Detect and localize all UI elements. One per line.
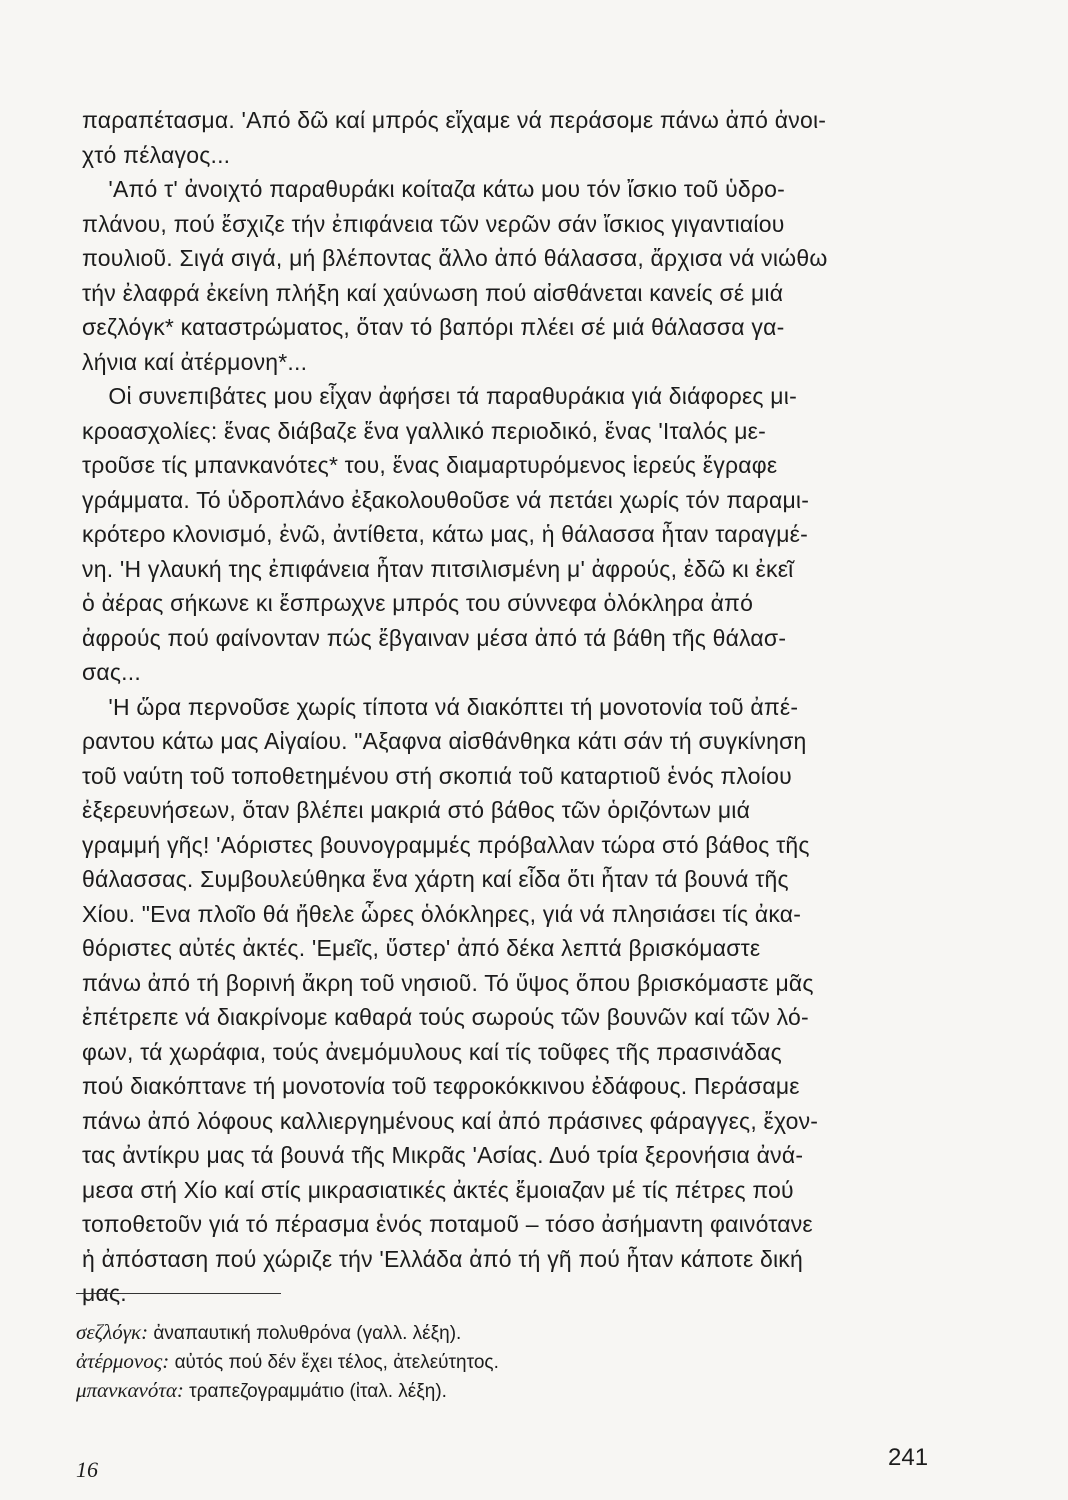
text-line: τροῦσε τίς μπανκανότες* του, ἕνας διαμαρτυρόμενος ἱερεύς ἔγραφε — [82, 452, 778, 478]
text-line: τήν ἐλαφρά ἐκείνη πλήξη καί χαύνωση πού αἰσθάνεται κανείς σέ μιά — [82, 279, 784, 306]
text-line: μεσα στή Χίο καί στίς μικρασιατικές ἀκτές ἔμοιαζαν μέ τίς πέτρες πού — [82, 1176, 794, 1203]
text-line: χτό πέλαγος... — [82, 141, 231, 168]
text-line: σεζλόγκ* καταστρώματος, ὅταν τό βαπόρι πλέει σέ μιά θάλασσα γα- — [82, 314, 785, 340]
text-line: πουλιοῦ. Σιγά σιγά, μή βλέποντας ἄλλο ἀπό θάλασσα, ἄρχισα νά νιώθω — [82, 245, 828, 271]
footnote-term: ἀτέρμονος: — [76, 1349, 170, 1373]
text-line: πλάνου, πού ἔσχιζε τήν ἐπιφάνεια τῶν νερῶν σάν ἴσκιος γιγαντιαίου — [82, 210, 785, 237]
text-line: παραπέτασμα. 'Από δῶ καί μπρός εἴχαμε νά περάσομε πάνω ἀπό ἀνοι- — [82, 107, 827, 133]
text-line: πάνω ἀπό τή βορινή ἄκρη τοῦ νησιοῦ. Τό ὕψος ὅπου βρισκόμαστε μᾶς — [82, 969, 814, 996]
text-line: θόριστες αὐτές ἀκτές. 'Εμεῖς, ὕστερ' ἀπό δέκα λεπτά βρισκόμαστε — [82, 935, 761, 961]
text-line: γραμμή γῆς! 'Αόριστες βουνογραμμές πρόβαλλαν τώρα στό βάθος τῆς — [82, 831, 810, 858]
signature-mark: 16 — [76, 1457, 98, 1482]
footnotes — [76, 1318, 776, 1405]
text-line: ἐξερευνήσεων, ὅταν βλέπει μακριά στό βάθος τῶν ὁριζόντων μιά — [82, 797, 751, 823]
text-line: πού διακόπτανε τή μονοτονία τοῦ τεφροκόκκινου ἐδάφους. Περάσαμε — [82, 1073, 800, 1099]
text-line: κρότερο κλονισμό, ἐνῶ, ἀντίθετα, κάτω μας, ἡ θάλασσα ἦταν ταραγμέ- — [82, 521, 808, 547]
footnote-term: σεζλόγκ: — [76, 1320, 149, 1344]
footnote-definition: αὐτός πού δέν ἔχει τέλος, ἀτελεύτητος. — [174, 1352, 499, 1373]
text-line: τοῦ ναύτη τοῦ τοποθετημένου στή σκοπιά τοῦ καταρτιοῦ ἑνός πλοίου — [82, 762, 792, 789]
text-line: λήνια καί ἀτέρμονη*... — [82, 348, 308, 375]
text-line: ἀφρούς πού φαίνονταν πώς ἔβγαιναν μέσα ἀπό τά βάθη τῆς θάλασ- — [82, 624, 787, 651]
text-line: μας. — [82, 1280, 127, 1306]
text-line: νη. 'Η γλαυκή της ἐπιφάνεια ἦταν πιτσιλισμένη μ' ἀφρούς, ἐδῶ κι ἐκεῖ — [82, 555, 794, 582]
footnote — [76, 1347, 776, 1376]
text-line: κροασχολίες: ἕνας διάβαζε ἕνα γαλλικό περιοδικό, ἕνας 'Ιταλός με- — [82, 417, 766, 444]
text-line: σας... — [82, 659, 141, 685]
text-line: πάνω ἀπό λόφους καλλιεργημένους καί ἀπό πράσινες φάραγγες, ἔχον- — [82, 1107, 819, 1134]
footnote-definition: τραπεζογραμμάτιο (ἰταλ. λέξη). — [189, 1381, 447, 1402]
text-line: ραντου κάτω μας Αἰγαίου. "Αξαφνα αἰσθάνθηκα κάτι σάν τή συγκίνηση — [82, 728, 807, 754]
body-text — [82, 103, 927, 1311]
text-line: 'Η ὥρα περνοῦσε χωρίς τίποτα νά διακόπτει τή μονοτονία τοῦ ἀπέ- — [82, 693, 799, 720]
footnote-definition: ἀναπαυτική πολυθρόνα (γαλλ. λέξη). — [153, 1323, 462, 1344]
text-line: γράμματα. Τό ὑδροπλάνο ἐξακολουθοῦσε νά πετάει χωρίς τόν παραμι- — [82, 486, 810, 513]
text-line: θάλασσας. Συμβουλεύθηκα ἕνα χάρτη καί εἶδα ὅτι ἦταν τά βουνά τῆς — [82, 866, 789, 892]
page-number: 241 — [888, 1444, 929, 1471]
text-line: φων, τά χωράφια, τούς ἀνεμόμυλους καί τίς τοῦφες τῆς πρασινάδας — [82, 1038, 782, 1065]
footnote — [76, 1376, 776, 1405]
text-line: τας ἀντίκρυ μας τά βουνά τῆς Μικρᾶς 'Ασίας. Δυό τρία ξερονήσια ἀνά- — [82, 1142, 804, 1168]
text-line: Οἱ συνεπιβάτες μου εἶχαν ἀφήσει τά παραθυράκια γιά διάφορες μι- — [82, 383, 797, 409]
text-line: ἡ ἀπόσταση πού χώριζε τήν 'Ελλάδα ἀπό τή γῆ πού ἦταν κάποτε δική — [82, 1245, 803, 1272]
footnote-term: μπανκανότα: — [76, 1378, 184, 1402]
text-line: τοποθετοῦν γιά τό πέρασμα ἑνός ποταμοῦ – τόσο ἀσήμαντη φαινότανε — [82, 1211, 813, 1237]
text-line: ὁ ἀέρας σήκωνε κι ἔσπρωχνε μπρός του σύννεφα ὁλόκληρα ἀπό — [82, 590, 754, 616]
text-line: Χίου. "Ενα πλοῖο θά ἤθελε ὧρες ὁλόκληρες, γιά νά πλησιάσει τίς ἀκα- — [82, 900, 802, 927]
footnote — [76, 1318, 776, 1347]
footnote-divider — [76, 1293, 281, 1294]
text-line: ἐπέτρεπε νά διακρίνομε καθαρά τούς σωρούς τῶν βουνῶν καί τῶν λό- — [82, 1004, 809, 1030]
text-line: 'Από τ' ἀνοιχτό παραθυράκι κοίταζα κάτω μου τόν ἴσκιο τοῦ ὑδρο- — [82, 176, 786, 202]
